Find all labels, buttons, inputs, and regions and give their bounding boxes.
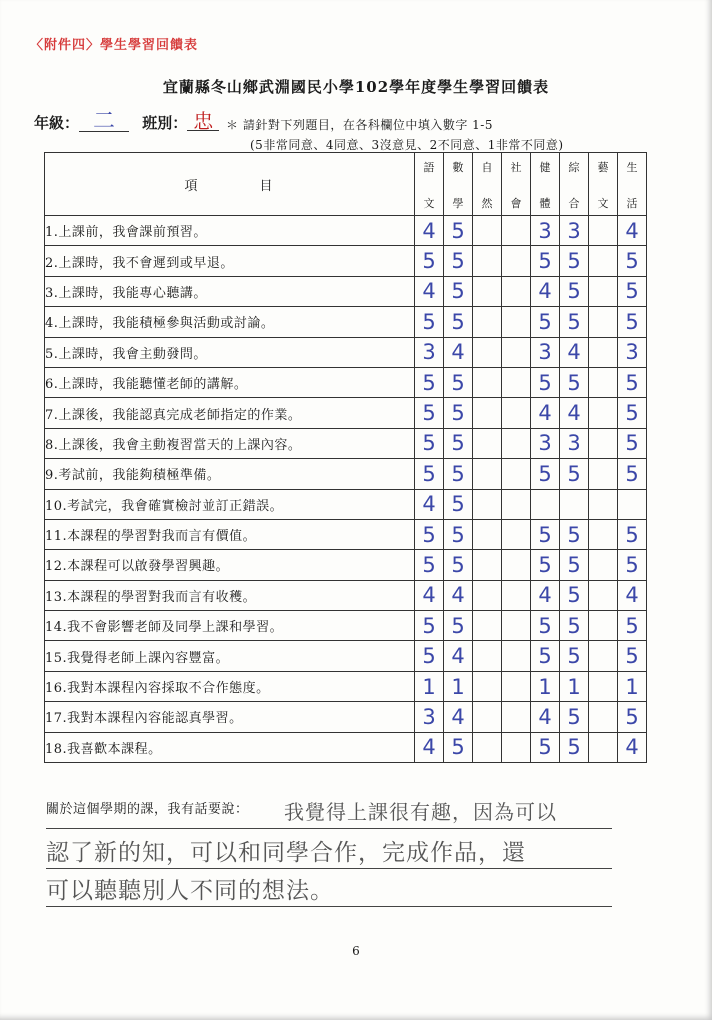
score-cell <box>473 398 502 428</box>
score-cell: 5 <box>444 276 473 306</box>
score-cell <box>589 367 618 397</box>
score-cell <box>502 641 531 671</box>
item-text: 5.上課時，我會主動發問。 <box>45 337 415 367</box>
item-text: 12.本課程可以啟發學習興趣。 <box>45 550 415 580</box>
score-cell <box>473 276 502 306</box>
score-cell: 5 <box>560 459 589 489</box>
score-cell <box>502 337 531 367</box>
class-value: 忠 <box>187 112 219 131</box>
score-cell: 5 <box>444 459 473 489</box>
score-cell: 5 <box>415 611 444 641</box>
attachment-label: 〈附件四〉學生學習回饋表 <box>30 38 199 53</box>
feedback-table <box>44 152 647 763</box>
score-cell: 5 <box>560 276 589 306</box>
score-cell <box>589 246 618 276</box>
page-number: 6 <box>352 944 360 958</box>
score-cell: 5 <box>531 611 560 641</box>
score-cell <box>589 337 618 367</box>
page-title: 宜蘭縣冬山鄉武淵國民小學102學年度學生學習回饋表 <box>162 78 550 96</box>
score-cell: 4 <box>618 580 647 610</box>
score-cell: 5 <box>560 702 589 732</box>
subject-header: 社 會 <box>502 153 531 216</box>
table-row <box>45 671 647 701</box>
score-cell <box>589 671 618 701</box>
score-cell <box>502 671 531 701</box>
score-cell: 3 <box>618 337 647 367</box>
score-cell <box>589 276 618 306</box>
table-row <box>45 641 647 671</box>
item-column-header: 項 目 <box>45 153 415 216</box>
score-cell: 5 <box>560 519 589 549</box>
item-text: 17.我對本課程內容能認真學習。 <box>45 702 415 732</box>
score-cell: 4 <box>560 337 589 367</box>
score-cell <box>589 611 618 641</box>
score-cell: 4 <box>560 398 589 428</box>
score-cell <box>502 702 531 732</box>
score-cell: 4 <box>415 732 444 762</box>
table-row <box>45 307 647 337</box>
score-cell: 5 <box>531 246 560 276</box>
item-text: 14.我不會影響老師及同學上課和學習。 <box>45 611 415 641</box>
score-cell <box>502 276 531 306</box>
score-cell: 4 <box>531 702 560 732</box>
score-cell: 5 <box>444 550 473 580</box>
subject-header: 藝 文 <box>589 153 618 216</box>
score-cell <box>502 611 531 641</box>
score-cell: 5 <box>531 732 560 762</box>
score-cell <box>502 550 531 580</box>
score-cell: 5 <box>618 550 647 580</box>
comment-line-1: 我覺得上課很有趣，因為可以 <box>46 788 612 829</box>
score-cell: 5 <box>560 611 589 641</box>
table-row <box>45 702 647 732</box>
score-cell <box>473 580 502 610</box>
score-cell <box>473 611 502 641</box>
score-cell <box>502 246 531 276</box>
score-cell <box>589 732 618 762</box>
score-cell <box>502 307 531 337</box>
score-cell <box>589 216 618 246</box>
score-cell: 5 <box>415 307 444 337</box>
score-cell: 5 <box>415 550 444 580</box>
score-cell <box>589 489 618 519</box>
score-cell: 5 <box>618 307 647 337</box>
score-cell <box>473 307 502 337</box>
score-cell <box>473 671 502 701</box>
item-text: 4.上課時，我能積極參與活動或討論。 <box>45 307 415 337</box>
score-cell <box>473 337 502 367</box>
score-cell: 5 <box>531 307 560 337</box>
score-cell: 4 <box>444 337 473 367</box>
score-cell <box>473 519 502 549</box>
score-cell: 5 <box>444 367 473 397</box>
score-cell: 4 <box>531 398 560 428</box>
score-cell: 4 <box>531 276 560 306</box>
table-row <box>45 459 647 489</box>
score-cell <box>473 246 502 276</box>
score-cell: 1 <box>531 671 560 701</box>
score-cell: 3 <box>415 702 444 732</box>
score-cell: 5 <box>444 428 473 458</box>
grade-value: 二 <box>79 113 129 132</box>
subject-header: 生 活 <box>618 153 647 216</box>
instruction-line-2: (5非常同意、4同意、3沒意見、2不同意、1非常不同意) <box>250 138 564 152</box>
score-cell <box>502 216 531 246</box>
score-cell <box>473 702 502 732</box>
score-cell: 3 <box>531 428 560 458</box>
item-text: 7.上課後，我能認真完成老師指定的作業。 <box>45 398 415 428</box>
score-cell <box>473 216 502 246</box>
score-cell: 5 <box>618 367 647 397</box>
score-cell: 5 <box>560 246 589 276</box>
score-cell: 5 <box>618 428 647 458</box>
table-body <box>45 216 647 763</box>
subject-header: 健 體 <box>531 153 560 216</box>
score-cell: 5 <box>444 611 473 641</box>
table-row <box>45 337 647 367</box>
score-cell: 4 <box>415 580 444 610</box>
subject-header: 自 然 <box>473 153 502 216</box>
table-header-row <box>45 153 647 216</box>
score-cell: 5 <box>618 611 647 641</box>
score-cell: 3 <box>415 337 444 367</box>
score-cell: 1 <box>618 671 647 701</box>
score-cell: 1 <box>415 671 444 701</box>
table-row <box>45 216 647 246</box>
item-text: 9.考試前，我能夠積極準備。 <box>45 459 415 489</box>
score-cell: 5 <box>560 367 589 397</box>
score-cell <box>502 732 531 762</box>
score-cell: 5 <box>618 519 647 549</box>
table-row <box>45 246 647 276</box>
score-cell: 5 <box>531 641 560 671</box>
score-cell <box>473 459 502 489</box>
score-cell: 5 <box>560 732 589 762</box>
score-cell: 5 <box>618 641 647 671</box>
score-cell: 5 <box>531 367 560 397</box>
score-cell: 5 <box>560 580 589 610</box>
score-cell <box>473 732 502 762</box>
table-row <box>45 428 647 458</box>
score-cell: 4 <box>415 489 444 519</box>
score-cell: 5 <box>444 307 473 337</box>
score-cell <box>502 367 531 397</box>
score-cell: 5 <box>415 398 444 428</box>
score-cell <box>589 307 618 337</box>
score-cell: 5 <box>531 550 560 580</box>
score-cell <box>589 550 618 580</box>
item-text: 10.考試完，我會確實檢討並訂正錯誤。 <box>45 489 415 519</box>
item-text: 1.上課前，我會課前預習。 <box>45 216 415 246</box>
score-cell <box>502 428 531 458</box>
score-cell: 5 <box>560 307 589 337</box>
score-cell: 3 <box>531 337 560 367</box>
score-cell: 4 <box>531 580 560 610</box>
table-row <box>45 611 647 641</box>
score-cell: 5 <box>444 398 473 428</box>
score-cell <box>502 459 531 489</box>
score-cell: 5 <box>415 519 444 549</box>
score-cell: 3 <box>560 216 589 246</box>
score-cell <box>473 641 502 671</box>
comment-line-2: 認了新的知，可以和同學合作，完成作品，還 <box>46 828 612 869</box>
score-cell <box>589 580 618 610</box>
score-cell: 5 <box>444 216 473 246</box>
score-cell <box>589 702 618 732</box>
item-text: 8.上課後，我會主動複習當天的上課內容。 <box>45 428 415 458</box>
score-cell <box>589 641 618 671</box>
table-row <box>45 276 647 306</box>
score-cell: 4 <box>415 216 444 246</box>
table-row <box>45 398 647 428</box>
comment-label: 關於這個學期的課，我有話要說： <box>46 802 249 817</box>
item-text: 15.我覺得老師上課內容豐富。 <box>45 641 415 671</box>
table-row <box>45 489 647 519</box>
score-cell: 5 <box>444 732 473 762</box>
score-cell: 4 <box>444 702 473 732</box>
table-row <box>45 580 647 610</box>
score-cell: 4 <box>415 276 444 306</box>
item-text: 6.上課時，我能聽懂老師的講解。 <box>45 367 415 397</box>
score-cell <box>531 489 560 519</box>
score-cell: 3 <box>560 428 589 458</box>
score-cell: 4 <box>618 216 647 246</box>
score-cell <box>618 489 647 519</box>
grade-label: 年級： <box>34 114 80 132</box>
comment-line-3: 可以聽聽別人不同的想法。 <box>46 866 612 907</box>
score-cell <box>589 398 618 428</box>
table-row <box>45 732 647 762</box>
score-cell <box>473 489 502 519</box>
class-label: 班別： <box>142 114 188 132</box>
score-cell <box>473 367 502 397</box>
score-cell: 5 <box>415 459 444 489</box>
score-cell: 4 <box>444 580 473 610</box>
instruction-line-1: ＊ 請針對下列題目，在各科欄位中填入數字 1-5 <box>226 118 493 132</box>
score-cell: 1 <box>560 671 589 701</box>
score-cell <box>589 459 618 489</box>
score-cell <box>589 519 618 549</box>
score-cell <box>473 550 502 580</box>
score-cell <box>502 398 531 428</box>
score-cell: 5 <box>415 367 444 397</box>
score-cell <box>502 580 531 610</box>
score-cell: 5 <box>531 459 560 489</box>
item-text: 11.本課程的學習對我而言有價值。 <box>45 519 415 549</box>
item-text: 2.上課時，我不會遲到或早退。 <box>45 246 415 276</box>
score-cell <box>560 489 589 519</box>
score-cell: 1 <box>444 671 473 701</box>
subject-header: 數 學 <box>444 153 473 216</box>
score-cell: 5 <box>618 459 647 489</box>
score-cell <box>473 428 502 458</box>
score-cell: 5 <box>618 702 647 732</box>
score-cell: 4 <box>618 732 647 762</box>
score-cell: 5 <box>618 276 647 306</box>
score-cell: 5 <box>618 246 647 276</box>
score-cell <box>502 519 531 549</box>
student-info <box>34 109 219 134</box>
item-text: 18.我喜歡本課程。 <box>45 732 415 762</box>
score-cell: 5 <box>415 246 444 276</box>
item-text: 13.本課程的學習對我而言有收穫。 <box>45 580 415 610</box>
table-row <box>45 550 647 580</box>
score-cell <box>502 489 531 519</box>
table-row <box>45 367 647 397</box>
score-cell: 5 <box>415 428 444 458</box>
score-cell: 5 <box>560 641 589 671</box>
score-cell: 5 <box>618 398 647 428</box>
score-cell: 5 <box>560 550 589 580</box>
subject-header: 綜 合 <box>560 153 589 216</box>
table-row <box>45 519 647 549</box>
subject-header: 語 文 <box>415 153 444 216</box>
score-cell: 5 <box>531 519 560 549</box>
score-cell <box>589 428 618 458</box>
item-text: 16.我對本課程內容採取不合作態度。 <box>45 671 415 701</box>
score-cell: 4 <box>444 641 473 671</box>
item-text: 3.上課時，我能專心聽講。 <box>45 276 415 306</box>
score-cell: 3 <box>531 216 560 246</box>
score-cell: 5 <box>444 489 473 519</box>
score-cell: 5 <box>415 641 444 671</box>
score-cell: 5 <box>444 519 473 549</box>
score-cell: 5 <box>444 246 473 276</box>
